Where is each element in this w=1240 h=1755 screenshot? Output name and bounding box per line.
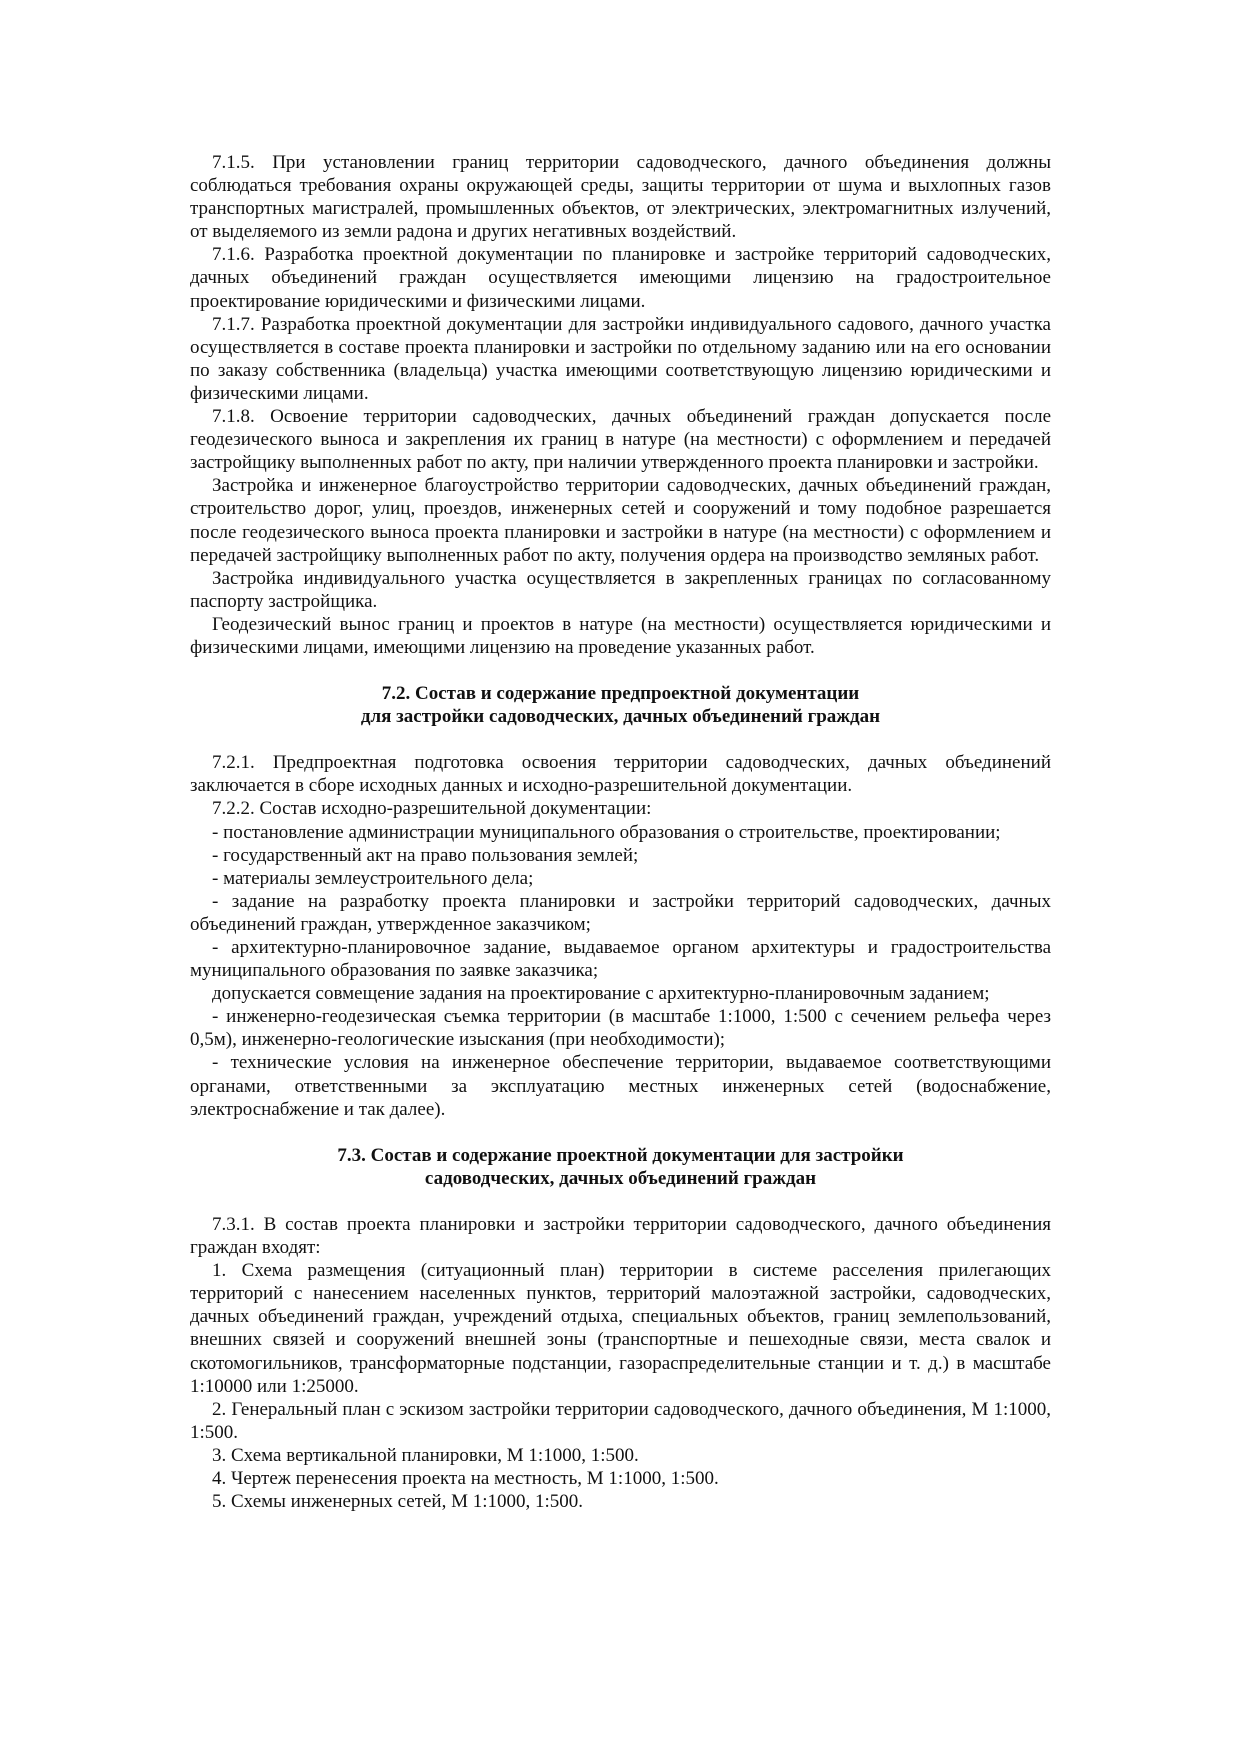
list-item-state-act: - государственный акт на право пользования землей; <box>212 844 639 866</box>
list-item-location-scheme: 1. Схема размещения (ситуационный план) территории в системе расселения прилегающих территорий с нанесением населенных пунктов, территорий малоэтажной застройки, садоводческих, дачных объединений граждан, учреждений отдыха, специальных объектов, границ землепользований, внешних связей и сооружений внешней зоны (транспортные и пешеходные связи, места свалок и скотомогильников, трансформаторные подстанции, газораспределительные станции и т. д.) в масштабе 1:10000 или 1:25000. <box>190 1260 1051 1397</box>
list-item-design-assignment: - задание на разработку проекта планировки и застройки территорий садоводческих, дачных объединений граждан, утвержденное заказчиком; <box>190 890 1051 935</box>
section-heading-7-3-line1: 7.3. Состав и содержание проектной документации для застройки <box>337 1144 904 1166</box>
paragraph-7-2-1: 7.2.1. Предпроектная подготовка освоения территории садоводческих, дачных объединений заключается в сборе исходных данных и исходно-разрешительной документации. <box>190 752 1051 797</box>
list-item-land-materials: - материалы землеустроительного дела; <box>212 867 534 889</box>
list-item-vertical-planning: 3. Схема вертикальной планировки, М 1:1000, 1:500. <box>212 1444 639 1466</box>
list-item-utility-networks: 5. Схемы инженерных сетей, М 1:1000, 1:500. <box>212 1491 584 1513</box>
section-heading-7-2-line1: 7.2. Состав и содержание предпроектной документации <box>381 683 860 705</box>
list-item-transfer-drawing: 4. Чертеж перенесения проекта на местность, М 1:1000, 1:500. <box>212 1467 719 1489</box>
list-item-technical-conditions: - технические условия на инженерное обеспечение территории, выдаваемое соответствующими органами, ответственными за эксплуатацию местных инженерных сетей (водоснабжение, электроснабжение и так далее). <box>190 1052 1051 1120</box>
document-page <box>190 151 1051 1513</box>
paragraph-construction-permission: Застройка и инженерное благоустройство территории садоводческих, дачных объединений граждан, строительство дорог, улиц, проездов, инженерных сетей и сооружений и тому подобное разрешается после геодезического выноса проекта планировки и застройки в натуре (на местности) с оформлением и передачей застройщику выполненных работ по акту, получения ордера на производство земляных работ. <box>190 475 1051 566</box>
section-heading-7-3 <box>190 1144 1051 1190</box>
paragraph-geodetic-survey: Геодезический вынос границ и проектов в натуре (на местности) осуществляется юридическими и физическими лицами, имеющими лицензию на проведение указанных работ. <box>190 613 1051 658</box>
paragraph-7-1-6: 7.1.6. Разработка проектной документации по планировке и застройке территорий садоводческих, дачных объединений граждан осуществляется имеющими лицензию на градостроительное проектирование юридическими и физическими лицами. <box>190 244 1051 312</box>
list-item-general-plan: 2. Генеральный план с эскизом застройки территории садоводческого, дачного объединения, М 1:1000, 1:500. <box>190 1398 1051 1443</box>
paragraph-7-1-7: 7.1.7. Разработка проектной документации для застройки индивидуального садового, дачного участка осуществляется в составе проекта планировки и застройки по отдельному заданию или на его основании по заказу собственника (владельца) участка имеющими соответствующую лицензию юридическими и физическими лицами. <box>190 313 1051 404</box>
section-heading-7-3-line2: садоводческих, дачных объединений граждан <box>424 1167 817 1189</box>
list-item-resolution: - постановление администрации муниципального образования о строительстве, проектировании; <box>212 821 1001 843</box>
list-item-architectural-assignment: - архитектурно-планировочное задание, выдаваемое органом архитектуры и градостроительства муниципального образования по заявке заказчика; <box>190 937 1051 982</box>
paragraph-7-1-8: 7.1.8. Освоение территории садоводческих, дачных объединений граждан допускается после геодезического выноса и закрепления их границ в натуре (на местности) с оформлением и передачей застройщику выполненных работ по акту, при наличии утвержденного проекта планировки и застройки. <box>190 406 1051 474</box>
paragraph-7-3-1: 7.3.1. В состав проекта планировки и застройки территории садоводческого, дачного объединения граждан входят: <box>190 1213 1051 1259</box>
list-item-combined-assignment: допускается совмещение задания на проектирование с архитектурно-планировочным заданием; <box>212 983 990 1005</box>
paragraph-7-2-2: 7.2.2. Состав исходно-разрешительной документации: <box>212 798 652 820</box>
section-heading-7-2 <box>190 682 1051 728</box>
section-heading-7-2-line2: для застройки садоводческих, дачных объединений граждан <box>360 706 881 728</box>
paragraph-individual-plot: Застройка индивидуального участка осуществляется в закрепленных границах по согласованному паспорту застройщика. <box>190 567 1051 612</box>
list-item-geodetic-survey: - инженерно-геодезическая съемка территории (в масштабе 1:1000, 1:500 с сечением рельефа через 0,5м), инженерно-геологические изыскания (при необходимости); <box>190 1006 1051 1051</box>
paragraph-7-1-5: 7.1.5. При установлении границ территории садоводческого, дачного объединения должны соблюдаться требования охраны окружающей среды, защиты территории от шума и выхлопных газов транспортных магистралей, промышленных объектов, от электрических, электромагнитных излучений, от выделяемого из земли радона и других негативных воздействий. <box>190 152 1051 243</box>
